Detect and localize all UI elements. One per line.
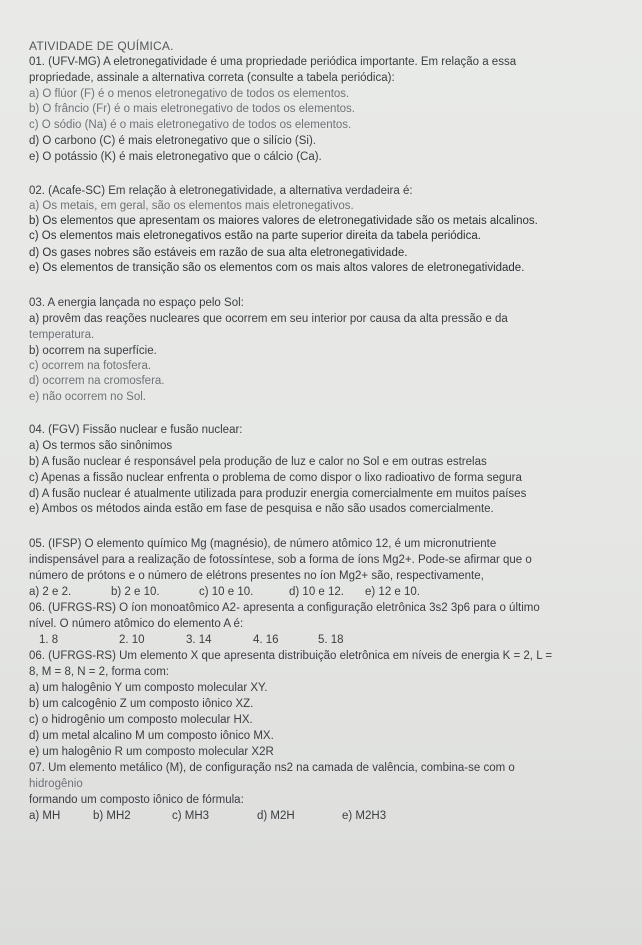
q03-option-b: b) ocorrem na superfície. [29,345,157,357]
q05-statement-line2: indispensável para a realização de fotossíntese, sob a forma de íons Mg2+. Pode-se afirmar que o [29,554,532,566]
q04-statement: 04. (FGV) Fissão nuclear e fusão nuclear: [29,424,243,436]
q06b-option-d: d) um metal alcalino M um composto iônico MX. [29,730,274,742]
q02-statement: 02. (Acafe-SC) Em relação à eletronegatividade, a alternativa verdadeira é: [29,185,413,197]
q07-option-c: c) MH3 [172,810,210,822]
q05-statement-line1: 05. (IFSP) O elemento químico Mg (magnésio), de número atômico 12, é um micronutriente [29,538,497,550]
q01-option-b: b) O frâncio (Fr) é o mais eletronegativo de todos os elementos. [29,103,355,115]
q04-option-b: b) A fusão nuclear é responsável pela produção de luz e calor no Sol e em outras estrelas [29,456,487,468]
q07-option-e: e) M2H3 [342,810,387,822]
q06a-statement-line2: nível. O número atômico do elemento A é: [29,618,244,630]
q01-option-a: a) O flúor (F) é o menos eletronegativo de todos os elementos. [29,88,350,100]
q07-option-b: b) MH2 [93,810,131,822]
q01-option-e: e) O potássio (K) é mais eletronegativo que o cálcio (Ca). [29,151,322,163]
q03-option-d: d) ocorrem na cromosfera. [29,375,165,387]
q04-option-a: a) Os termos são sinônimos [29,440,173,452]
q06a-statement-line1: 06. (UFRGS-RS) O íon monoatômico A2- apresenta a configuração eletrônica 3s2 3p6 para o último [29,602,540,614]
q06a-option-2: 2. 10 [119,634,145,646]
q06b-option-b: b) um calcogênio Z um composto iônico XZ. [29,698,254,710]
page-title: ATIVIDADE DE QUÍMICA. [29,39,174,53]
q04-option-c: c) Apenas a fissão nuclear enfrenta o problema de como dispor o lixo radioativo de forma segura [29,472,522,484]
q01-statement-line1: 01. (UFV-MG) A eletronegatividade é uma propriedade periódica importante. Em relação a essa [29,56,517,68]
q05-option-b: b) 2 e 10. [111,586,160,598]
q06a-option-1: 1. 8 [39,634,59,646]
q02-option-d: d) Os gases nobres são estáveis em razão de sua alta eletronegatividade. [29,247,408,259]
q01-option-d: d) O carbono (C) é mais eletronegativo que o silício (Si). [29,135,316,147]
q01-statement-line2: propriedade, assinale a alternativa correta (consulte a tabela periódica): [29,72,395,84]
q06b-statement-line1: 06. (UFRGS-RS) Um elemento X que apresenta distribuição eletrônica em níveis de energia K = 2, L = [29,650,553,662]
q06b-option-c: c) o hidrogênio um composto molecular HX. [29,714,253,726]
q02-option-b: b) Os elementos que apresentam os maiores valores de eletronegatividade são os metais alcalinos. [29,215,538,227]
q07-options-row [29,809,629,823]
q05-statement-line3: número de prótons e o número de elétrons presentes no íon Mg2+ são, respectivamente, [29,570,484,582]
q05-option-e: e) 12 e 10. [365,586,420,598]
q06a-options-row [29,633,629,647]
q07-option-a: a) MH [29,810,61,822]
q01-option-c: c) O sódio (Na) é o mais eletronegativo de todos os elementos. [29,119,352,131]
q06a-option-3: 3. 14 [186,634,212,646]
q05-options-row [29,585,629,599]
q03-option-a-line1: a) provêm das reações nucleares que ocorrem em seu interior por causa da alta pressão e da [29,313,508,325]
q05-option-a: a) 2 e 2. [29,586,72,598]
q04-option-d: d) A fusão nuclear é atualmente utilizada para produzir energia comercialmente em muitos países [29,488,527,500]
q05-option-d: d) 10 e 12. [289,586,344,598]
q06b-statement-line2: 8, M = 8, N = 2, forma com: [29,666,169,678]
q03-option-e: e) não ocorrem no Sol. [29,391,146,403]
q04-option-e: e) Ambos os métodos ainda estão em fase de pesquisa e não são usados comercialmente. [29,503,494,515]
q07-option-d: d) M2H [257,810,295,822]
q02-option-e: e) Os elementos de transição são os elementos com os mais altos valores de eletronegatividade. [29,262,525,274]
q06a-option-5: 5. 18 [318,634,344,646]
q02-option-c: c) Os elementos mais eletronegativos estão na parte superior direita da tabela periódica. [29,230,481,242]
q03-statement: 03. A energia lançada no espaço pelo Sol: [29,297,244,309]
q07-statement-line3: formando um composto iônico de fórmula: [29,794,244,806]
q03-option-c: c) ocorrem na fotosfera. [29,360,152,372]
q07-statement-line2: hidrogênio [29,778,83,790]
q02-option-a: a) Os metais, em geral, são os elementos mais eletronegativos. [29,200,354,212]
q05-option-c: c) 10 e 10. [199,586,254,598]
q06b-option-a: a) um halogênio Y um composto molecular XY. [29,682,268,694]
q06b-option-e: e) um halogênio R um composto molecular X2R [29,746,274,758]
q03-option-a-line2: temperatura. [29,329,95,341]
q07-statement-line1: 07. Um elemento metálico (M), de configuração ns2 na camada de valência, combina-se com o [29,762,515,774]
q06a-option-4: 4. 16 [253,634,279,646]
